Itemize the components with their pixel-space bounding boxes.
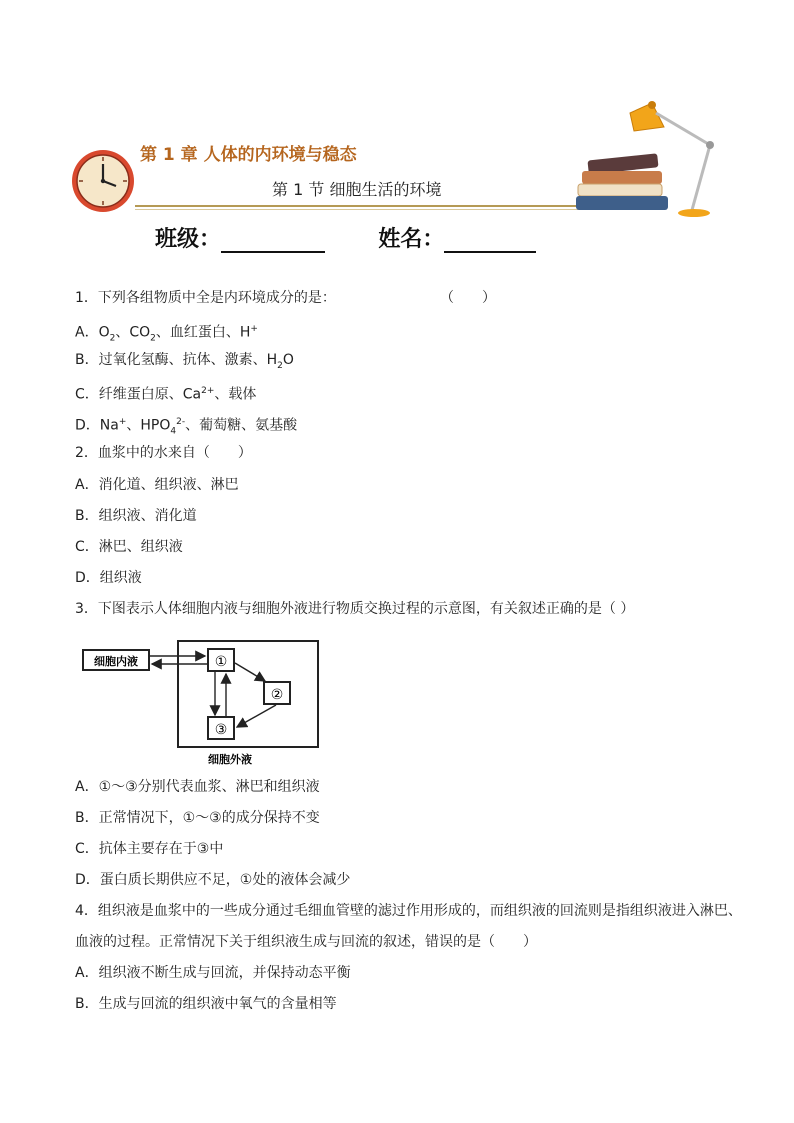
node-3: ③ (214, 722, 228, 738)
intracellular-label: 细胞内液 (94, 655, 138, 668)
q4-stem-line1: 4．组织液是血浆中的一些成分通过毛细血管壁的滤过作用形成的，而组织液的回流则是指组织液进入淋巴、 (75, 903, 742, 919)
name-label: 姓名： (378, 227, 445, 252)
q4-option-b[interactable]: B．生成与回流的组织液中氧气的含量相等 (75, 996, 337, 1012)
clock-icon (70, 148, 136, 214)
section-title: 第 1 节 细胞生活的环境 (272, 180, 442, 199)
header-divider (135, 205, 585, 207)
q3-option-a[interactable]: A．①～③分别代表血浆、淋巴和组织液 (75, 779, 320, 795)
q2-option-d[interactable]: D．组织液 (75, 570, 142, 586)
q3-stem: 3．下图表示人体细胞内液与细胞外液进行物质交换过程的示意图，有关叙述正确的是（ ） (75, 601, 635, 617)
student-info-fields (155, 222, 536, 253)
q1-option-c[interactable]: C．纤维蛋白原、$Ca^{2+}$、载体 (75, 386, 257, 403)
q2-option-c[interactable]: C．淋巴、组织液 (75, 539, 183, 555)
class-label: 班级： (155, 227, 222, 252)
q2-option-b[interactable]: B．组织液、消化道 (75, 508, 197, 524)
chapter-title: 第 1 章 人体的内环境与稳态 (140, 145, 357, 165)
q1-option-d[interactable]: D．Na+、$HPO_4^{2-}$、葡萄糖、氨基酸 (75, 417, 298, 437)
fluid-exchange-diagram (80, 635, 325, 770)
q1-stem: 1．下列各组物质中全是内环境成分的是： (75, 290, 336, 306)
q3-option-d[interactable]: D．蛋白质长期供应不足，①处的液体会减少 (75, 872, 351, 888)
node-2: ② (270, 687, 284, 703)
q2-option-a[interactable]: A．消化道、组织液、淋巴 (75, 477, 239, 493)
q1-answer-paren: （ ） (440, 290, 496, 306)
q2-stem: 2．血浆中的水来自（ ） (75, 445, 252, 461)
header-divider-thin (135, 209, 585, 210)
q4-option-a[interactable]: A．组织液不断生成与回流，并保持动态平衡 (75, 965, 351, 981)
q3-option-c[interactable]: C．抗体主要存在于③中 (75, 841, 224, 857)
q3-option-b[interactable]: B．正常情况下，①～③的成分保持不变 (75, 810, 320, 826)
q4-stem-line2: 血液的过程。正常情况下关于组织液生成与回流的叙述，错误的是（ ） (75, 934, 537, 950)
q1-option-b[interactable]: B．过氧化氢酶、抗体、激素、$H_2O$ (75, 352, 294, 371)
name-input-line[interactable] (444, 229, 536, 253)
books-lamp-illustration (572, 95, 722, 220)
class-input-line[interactable] (221, 229, 325, 253)
node-1: ① (214, 654, 228, 670)
extracellular-label: 细胞外液 (208, 753, 252, 766)
q1-option-a[interactable]: A．$O_2$、$CO_2$、血红蛋白、H+ (75, 324, 258, 344)
